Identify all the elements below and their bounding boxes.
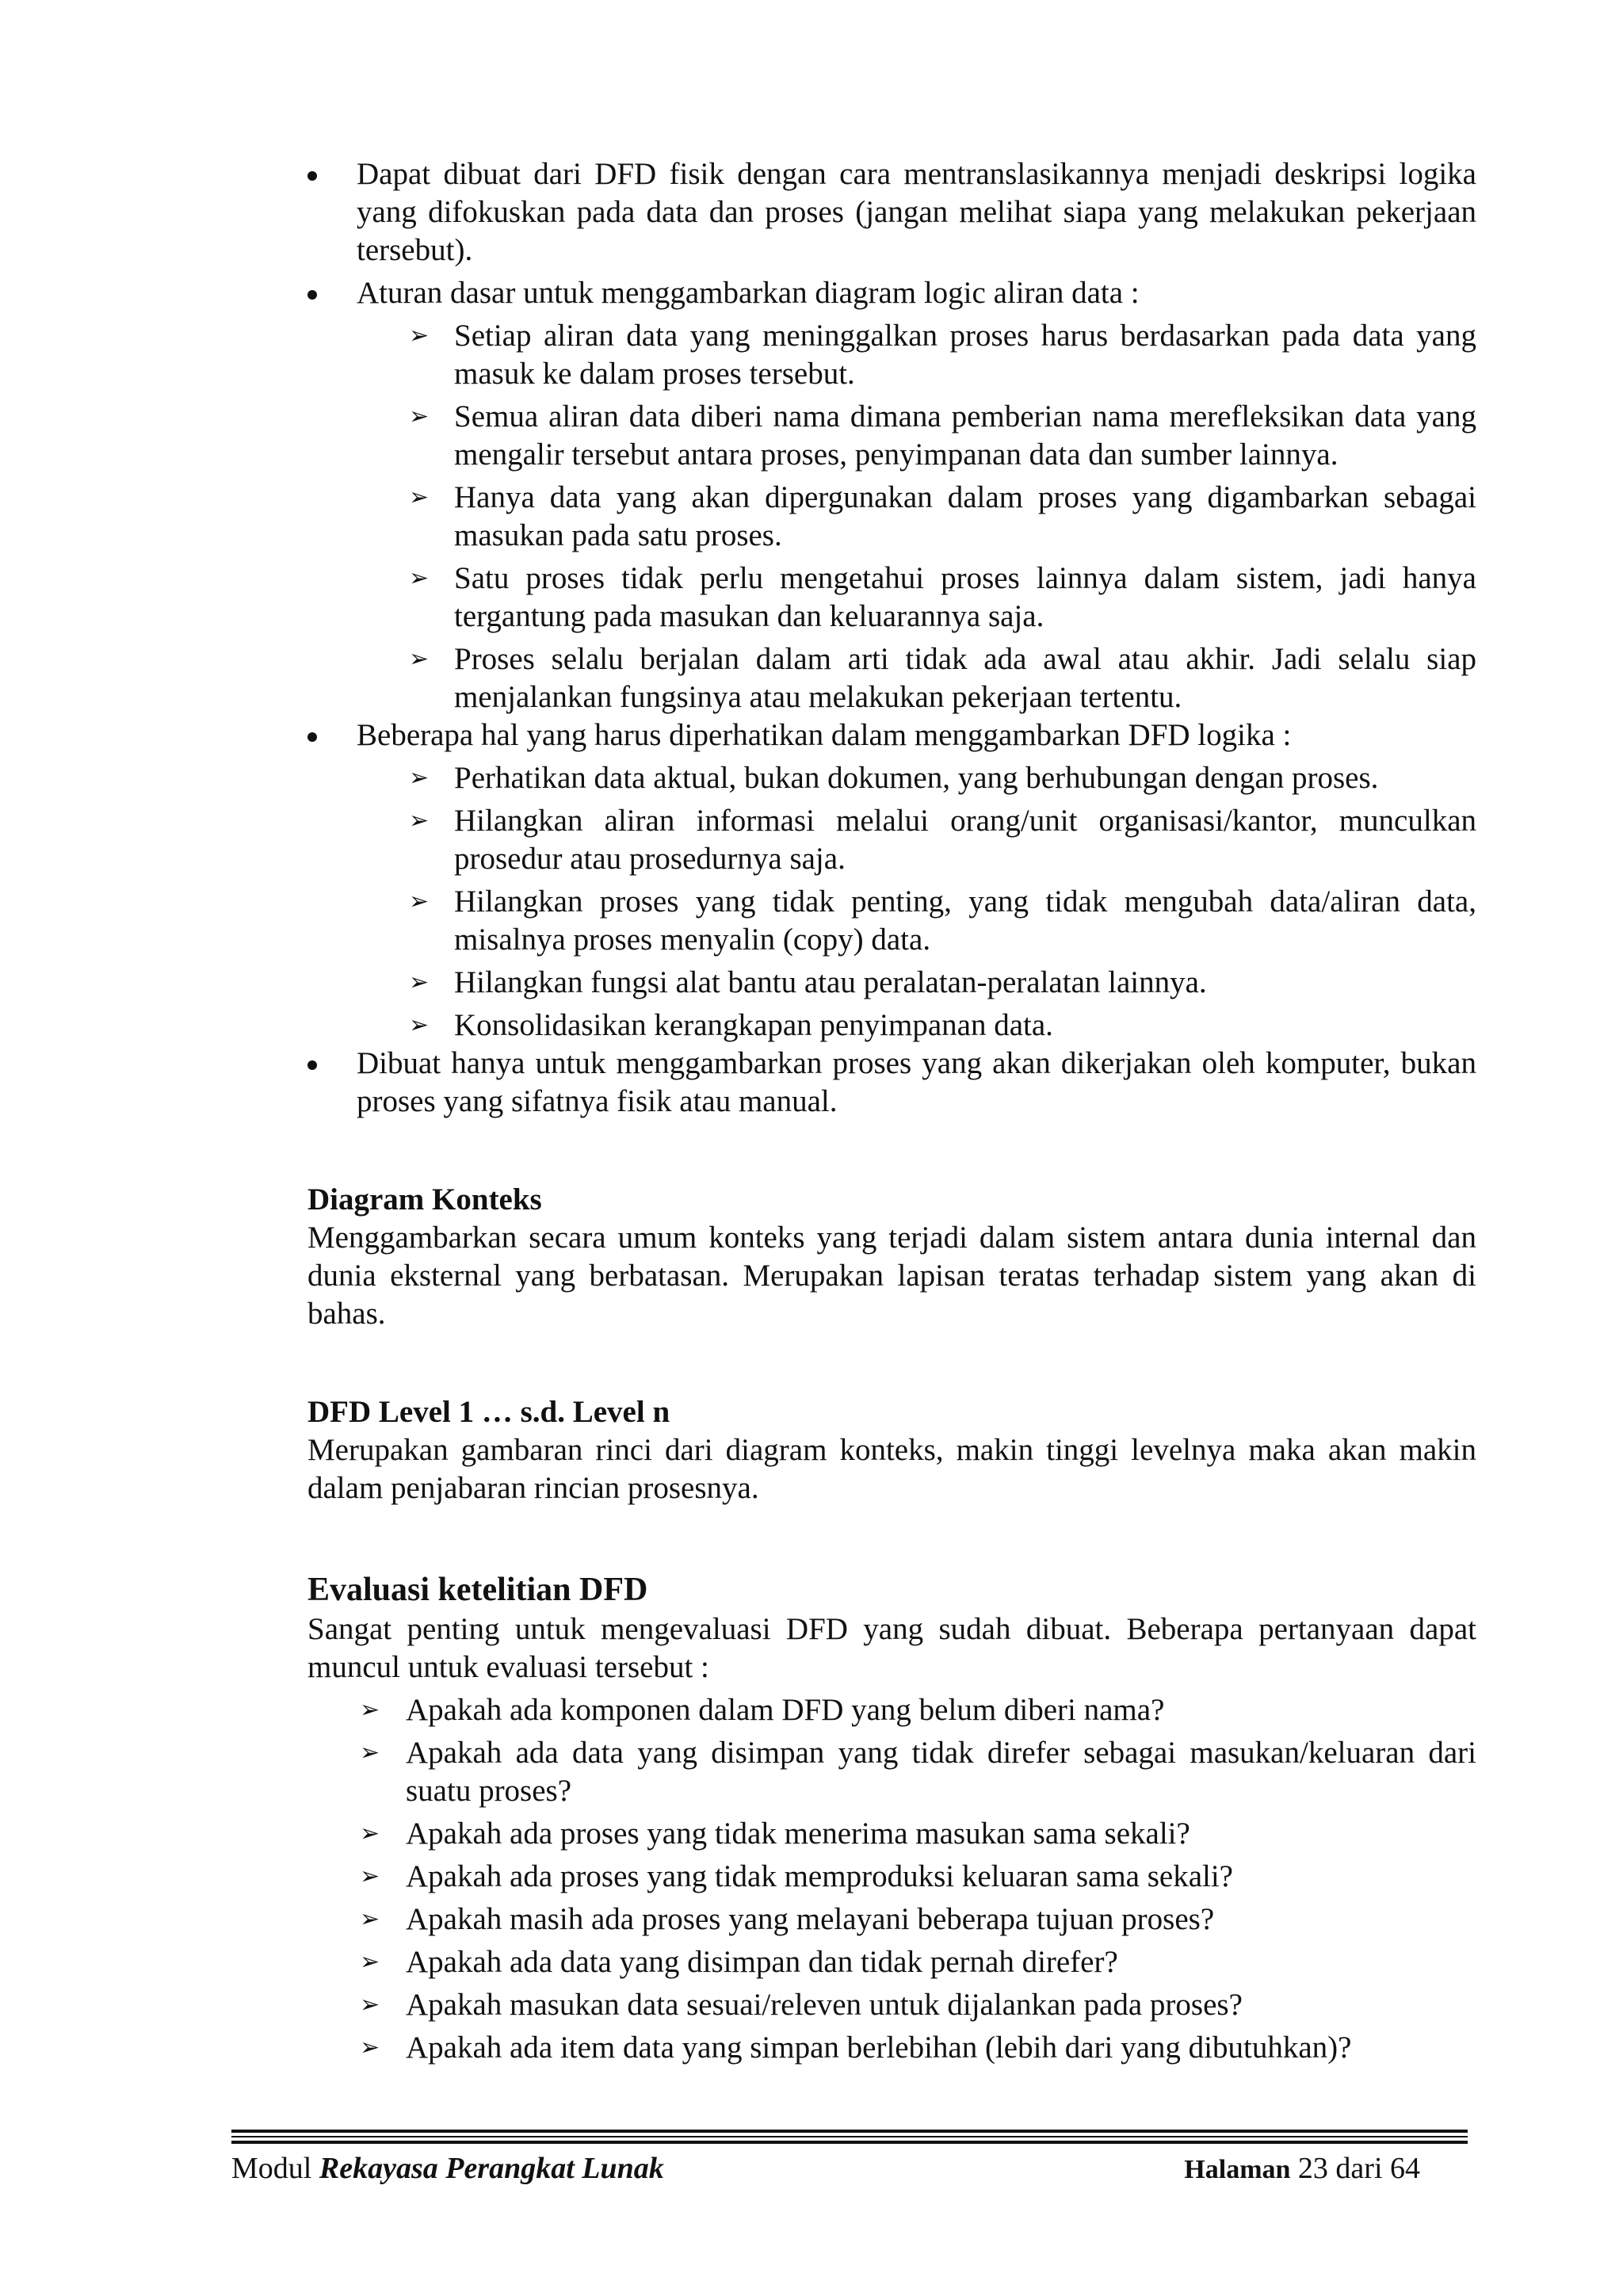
sub-bullet-item (307, 883, 1476, 959)
sub-bullet-text: Satu proses tidak perlu mengetahui proses lainnya dalam sistem, jadi hanya tergantung pada masukan dan keluarannya saja. (454, 561, 1476, 633)
bullet-item (307, 716, 1476, 755)
question-text: Apakah ada proses yang tidak memproduksi keluaran sama sekali? (406, 1859, 1233, 1893)
question-text: Apakah masih ada proses yang melayani beberapa tujuan proses? (406, 1902, 1215, 1936)
sub-bullet-text: Hilangkan fungsi alat bantu atau peralatan-peralatan lainnya. (454, 965, 1207, 999)
arrow-bullet-icon: ➢ (409, 483, 430, 511)
bullet-dot-icon (307, 171, 317, 181)
dfd-level-body: Merupakan gambaran rinci dari diagram konteks, makin tinggi levelnya maka akan makin dalam penjabaran rincian prosesnya. (307, 1433, 1476, 1505)
question-text: Apakah masukan data sesuai/releven untuk dijalankan pada proses? (406, 1988, 1243, 2022)
evaluasi-question (307, 1858, 1476, 1896)
bullet-dot-icon (307, 290, 317, 300)
sub-bullet-item (307, 1007, 1476, 1045)
evaluasi-question (307, 1691, 1476, 1729)
arrow-bullet-icon: ➢ (409, 645, 430, 673)
evaluasi-question (307, 2029, 1476, 2067)
arrow-bullet-icon: ➢ (409, 564, 430, 592)
footer-page: 23 (1297, 2152, 1328, 2185)
arrow-bullet-icon: ➢ (409, 968, 430, 996)
evaluasi-question (307, 1901, 1476, 1939)
footer-dari-label: dari (1335, 2152, 1383, 2185)
sub-bullet-text: Semua aliran data diberi nama dimana pemberian nama merefleksikan data yang mengalir tersebut antara proses, penyimpanan data dan sumber lainnya. (454, 399, 1476, 472)
arrow-bullet-icon: ➢ (360, 2034, 380, 2061)
evaluasi-question (307, 1734, 1476, 1810)
footer-halaman-label: Halaman (1184, 2155, 1291, 2184)
arrow-bullet-icon: ➢ (360, 1739, 380, 1767)
sub-bullet-text: Setiap aliran data yang meninggalkan proses harus berdasarkan pada data yang masuk ke dalam proses tersebut. (454, 319, 1476, 391)
sub-bullet-text: Konsolidasikan kerangkapan penyimpanan data. (454, 1008, 1053, 1042)
sub-bullet-item (307, 317, 1476, 393)
question-text: Apakah ada komponen dalam DFD yang belum diberi nama? (406, 1693, 1165, 1727)
diagram-konteks-body: Menggambarkan secara umum konteks yang terjadi dalam sistem antara dunia internal dan dunia eksternal yang berbatasan. Merupakan lapisan teratas terhadap sistem yang akan di bahas. (307, 1221, 1476, 1331)
arrow-bullet-icon: ➢ (409, 403, 430, 430)
question-text: Apakah ada data yang disimpan dan tidak pernah direfer? (406, 1945, 1118, 1979)
arrow-bullet-icon: ➢ (360, 1862, 380, 1890)
footer-modul-label: Modul (231, 2152, 312, 2185)
bullet-item (307, 1045, 1476, 1121)
sub-bullet-text: Hilangkan proses yang tidak penting, yang tidak mengubah data/aliran data, misalnya proses menyalin (copy) data. (454, 884, 1476, 957)
sub-bullet-text: Perhatikan data aktual, bukan dokumen, yang berhubungan dengan proses. (454, 761, 1379, 795)
bullet-text: Dapat dibuat dari DFD fisik dengan cara mentranslasikannya menjadi deskripsi logika yang difokuskan pada data dan proses (jangan melihat siapa yang melakukan pekerjaan tersebut). (357, 157, 1476, 267)
diagram-konteks-heading: Diagram Konteks (307, 1182, 542, 1217)
sub-bullet-item (307, 759, 1476, 797)
evaluasi-question (307, 1986, 1476, 2024)
sub-bullet-item (307, 560, 1476, 636)
sub-bullet-item (307, 479, 1476, 555)
arrow-bullet-icon: ➢ (360, 1905, 380, 1933)
bullet-dot-icon (307, 1060, 317, 1070)
evaluasi-question (307, 1815, 1476, 1853)
footer-rule (231, 2130, 1468, 2144)
sub-bullet-item (307, 640, 1476, 716)
sub-bullet-item (307, 802, 1476, 878)
arrow-bullet-icon: ➢ (409, 807, 430, 835)
bullet-item (307, 155, 1476, 269)
footer-total-pages: 64 (1390, 2152, 1420, 2185)
sub-bullet-text: Hilangkan aliran informasi melalui orang/unit organisasi/kantor, munculkan prosedur atau prosedurnya saja. (454, 804, 1476, 876)
sub-bullet-text: Proses selalu berjalan dalam arti tidak ada awal atau akhir. Jadi selalu siap menjalankan fungsinya atau melakukan pekerjaan tertentu. (454, 642, 1476, 714)
sub-bullet-item (307, 964, 1476, 1002)
arrow-bullet-icon: ➢ (360, 1948, 380, 1976)
bullet-dot-icon (307, 732, 317, 742)
bullet-item (307, 274, 1476, 312)
bullet-text: Beberapa hal yang harus diperhatikan dalam menggambarkan DFD logika : (357, 718, 1292, 752)
arrow-bullet-icon: ➢ (360, 1820, 380, 1847)
arrow-bullet-icon: ➢ (409, 764, 430, 792)
arrow-bullet-icon: ➢ (409, 888, 430, 915)
page-content (307, 155, 1476, 2067)
evaluasi-intro: Sangat penting untuk mengevaluasi DFD yang sudah dibuat. Beberapa pertanyaan dapat muncul untuk evaluasi tersebut : (307, 1612, 1476, 1684)
evaluasi-question (307, 1943, 1476, 1981)
footer-modul-title: Rekayasa Perangkat Lunak (319, 2152, 664, 2185)
bullet-text: Dibuat hanya untuk menggambarkan proses yang akan dikerjakan oleh komputer, bukan proses yang sifatnya fisik atau manual. (357, 1046, 1476, 1118)
question-text: Apakah ada proses yang tidak menerima masukan sama sekali? (406, 1817, 1190, 1851)
arrow-bullet-icon: ➢ (360, 1696, 380, 1724)
dfd-level-heading: DFD Level 1 … s.d. Level n (307, 1395, 670, 1429)
footer-module (231, 2149, 664, 2187)
sub-bullet-text: Hanya data yang akan dipergunakan dalam proses yang digambarkan sebagai masukan pada satu proses. (454, 480, 1476, 552)
bullet-text: Aturan dasar untuk menggambarkan diagram logic aliran data : (357, 276, 1140, 310)
footer-page-number (1184, 2149, 1420, 2189)
arrow-bullet-icon: ➢ (409, 322, 430, 350)
main-bullet-list (307, 155, 1476, 1121)
evaluasi-question-list (307, 1691, 1476, 2067)
arrow-bullet-icon: ➢ (360, 1991, 380, 2019)
question-text: Apakah ada data yang disimpan yang tidak direfer sebagai masukan/keluaran dari suatu proses? (406, 1736, 1476, 1808)
arrow-bullet-icon: ➢ (409, 1011, 430, 1039)
evaluasi-heading: Evaluasi ketelitian DFD (307, 1572, 648, 1608)
question-text: Apakah ada item data yang simpan berlebihan (lebih dari yang dibutuhkan)? (406, 2030, 1352, 2065)
sub-bullet-item (307, 398, 1476, 474)
